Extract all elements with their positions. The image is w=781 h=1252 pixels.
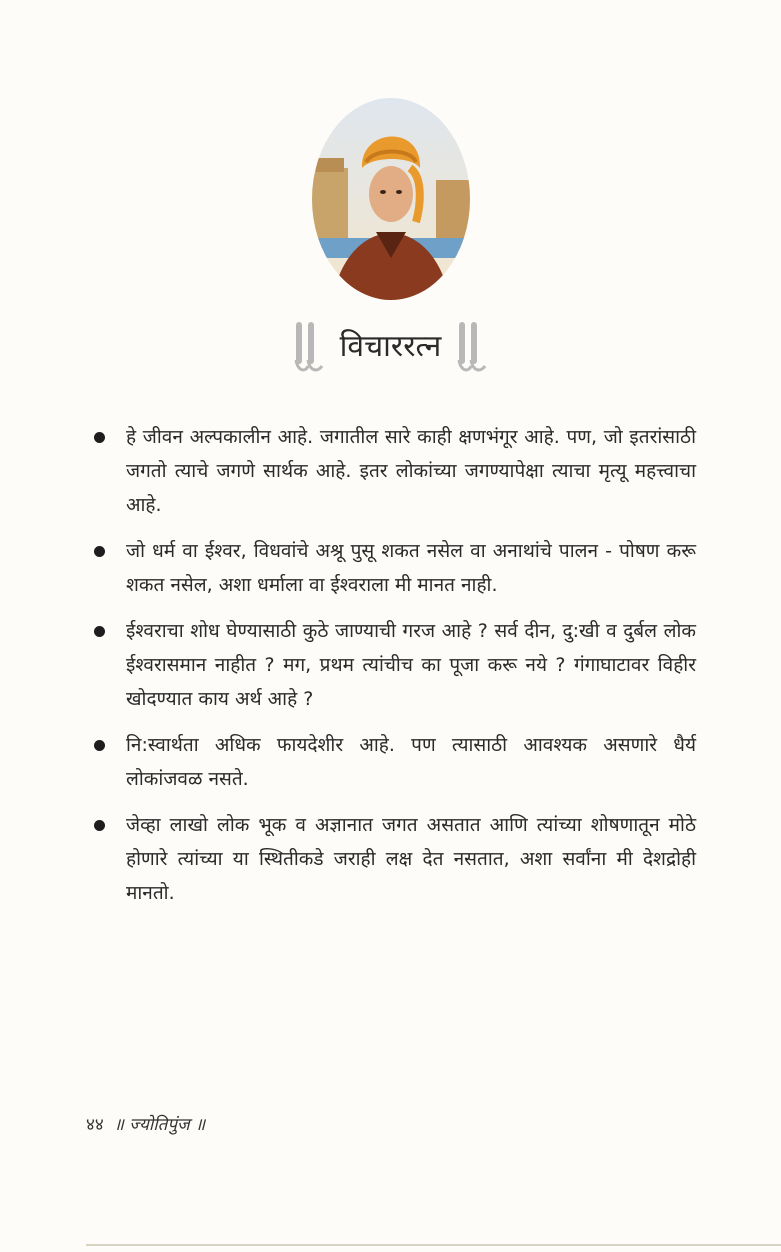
- list-item: [92, 728, 696, 796]
- portrait-illustration: [312, 98, 470, 300]
- bullet-icon: [94, 432, 105, 443]
- list-item: [92, 808, 696, 910]
- bullet-icon: [94, 626, 105, 637]
- quote-text: जेव्हा लाखो लोक भूक व अज्ञानात जगत असतात आणि त्यांच्या शोषणातून मोठे होणारे त्यांच्या या स्थितीकडे जराही लक्ष देत नसतात, अशा सर्वांना मी देशद्रोही मानतो.: [126, 814, 696, 904]
- list-item: [92, 534, 696, 602]
- ornament-left-icon: [292, 318, 326, 376]
- quote-text: ईश्वराचा शोध घेण्यासाठी कुठे जाण्याची गरज आहे ? सर्व दीन, दु:खी व दुर्बल लोक ईश्वरासमान नाहीत ? मग, प्रथम त्यांचीच का पूजा करू नये ? गंगाघाटावर विहीर खोदण्यात काय अर्थ आहे ?: [126, 620, 696, 710]
- ornament-right-icon: [455, 318, 489, 376]
- bullet-icon: [94, 546, 105, 557]
- list-item: [92, 614, 696, 716]
- bullet-icon: [94, 740, 105, 751]
- book-title: ॥ ज्योतिपुंज ॥: [113, 1115, 206, 1135]
- bottom-divider: [86, 1244, 781, 1246]
- list-item: [92, 420, 696, 522]
- page-footer: [86, 1112, 205, 1135]
- quote-list: [92, 420, 696, 922]
- page-title: विचाररत्न: [339, 328, 442, 364]
- quote-text: जो धर्म वा ईश्वर, विधवांचे अश्रू पुसू शकत नसेल वा अनाथांचे पालन - पोषण करू शकत नसेल, अशा धर्माला वा ईश्वराला मी मानत नाही.: [126, 540, 696, 596]
- quote-text: नि:स्वार्थता अधिक फायदेशीर आहे. पण त्यासाठी आवश्यक असणारे धैर्य लोकांजवळ नसते.: [126, 734, 696, 790]
- quote-text: हे जीवन अल्पकालीन आहे. जगातील सारे काही क्षणभंगूर आहे. पण, जो इतरांसाठी जगतो त्याचे जगणे सार्थक आहे. इतर लोकांच्या जगण्यापेक्षा त्याचा मृत्यू महत्त्वाचा आहे.: [126, 426, 696, 516]
- heading-banner: [0, 312, 781, 382]
- page-number: ४४: [86, 1115, 104, 1135]
- bullet-icon: [94, 820, 105, 831]
